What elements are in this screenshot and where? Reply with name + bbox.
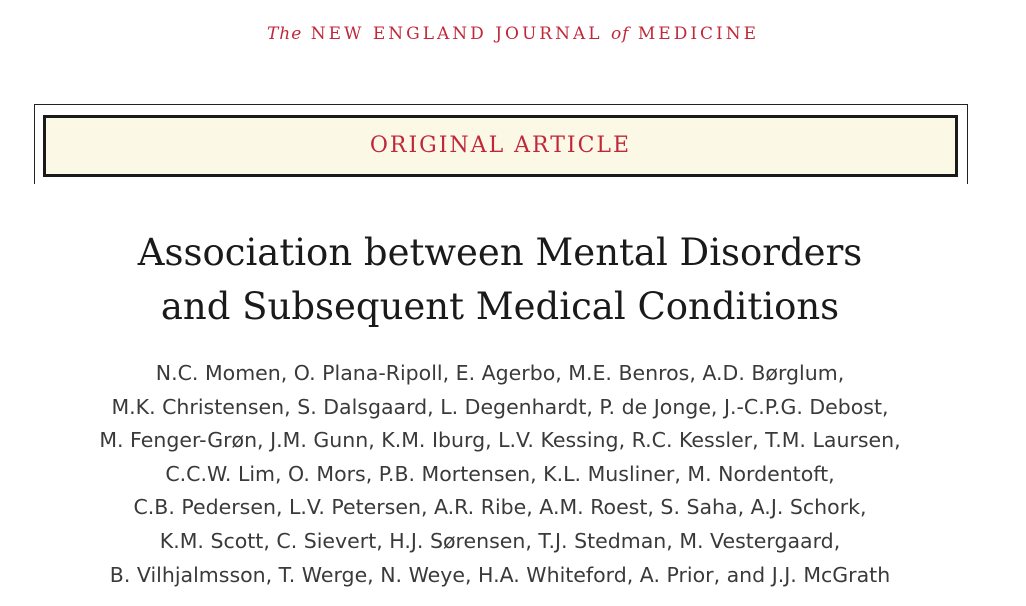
title-line-2: and Subsequent Medical Conditions <box>160 285 840 328</box>
article-type-label: ORIGINAL ARTICLE <box>369 133 632 158</box>
author-line-4: C.C.W. Lim, O. Mors, P.B. Mortensen, K.L. Musliner, M. Nordentoft, <box>165 461 835 486</box>
author-line-6: K.M. Scott, C. Sievert, H.J. Sørensen, T.J. Stedman, M. Vestergaard, <box>159 528 841 553</box>
author-list <box>0 357 1000 592</box>
masthead-the: The <box>266 24 303 44</box>
author-line-1: N.C. Momen, O. Plana-Ripoll, E. Agerbo, M.E. Benros, A.D. Børglum, <box>155 361 845 385</box>
author-line-7: B. Vilhjalmsson, T. Werge, N. Weye, H.A. Whiteford, A. Prior, and J.J. McGrath <box>109 562 891 587</box>
title-line-1: Association between Mental Disorders <box>137 231 863 274</box>
masthead-name-part2: MEDICINE <box>637 24 760 44</box>
author-line-2: M.K. Christensen, S. Dalsgaard, L. Degenhardt, P. de Jonge, J.-C.P.G. Debost, <box>111 394 889 419</box>
journal-masthead <box>0 24 1026 44</box>
author-line-5: C.B. Pedersen, L.V. Petersen, A.R. Ribe, A.M. Roest, S. Saha, A.J. Schork, <box>133 495 867 520</box>
article-type-banner <box>43 115 958 177</box>
masthead-of: of <box>610 24 630 44</box>
masthead-name-part1: NEW ENGLAND JOURNAL <box>310 24 603 44</box>
author-line-3: M. Fenger-Grøn, J.M. Gunn, K.M. Iburg, L.V. Kessing, R.C. Kessler, T.M. Laursen, <box>99 428 901 453</box>
article-title <box>0 226 1000 334</box>
